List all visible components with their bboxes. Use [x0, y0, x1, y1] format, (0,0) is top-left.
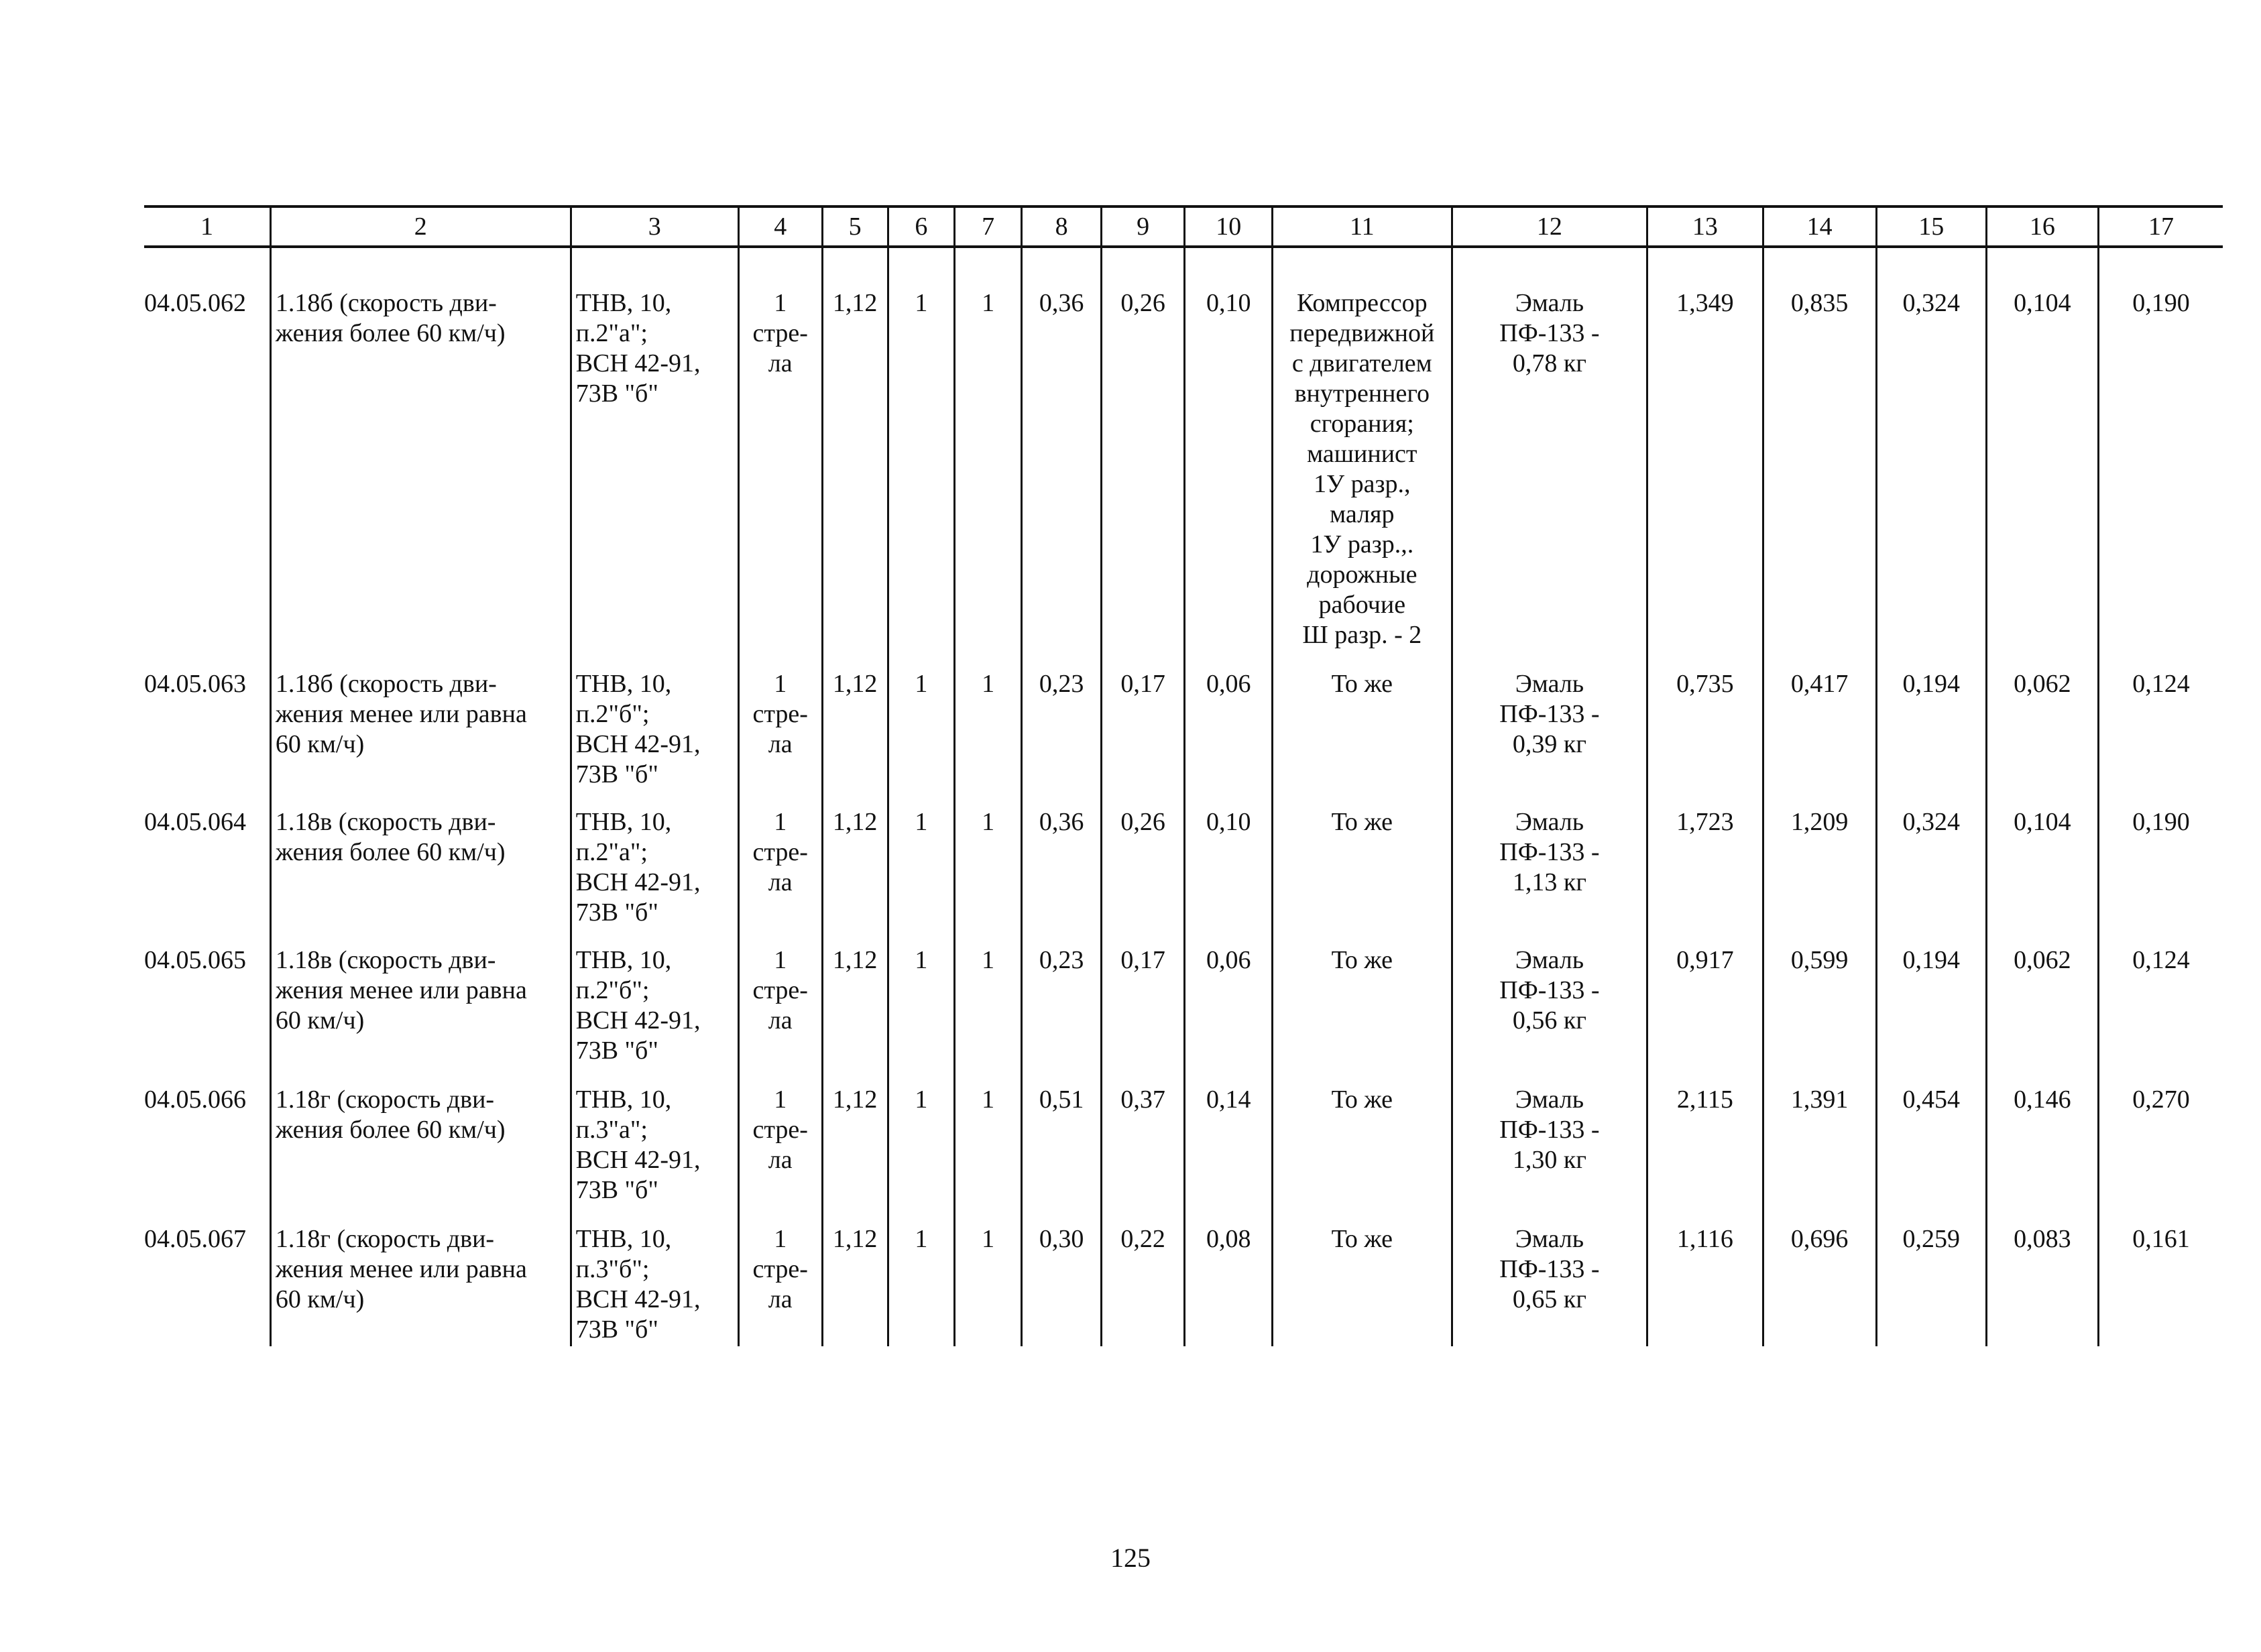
cell-col16: 0,083 — [1986, 1219, 2098, 1346]
cell-col5: 1,12 — [822, 1079, 888, 1219]
column-header: 14 — [1763, 206, 1876, 247]
cell-col16: 0,062 — [1986, 940, 2098, 1079]
cell-col15: 0,194 — [1876, 940, 1986, 1079]
cell-col16: 0,062 — [1986, 664, 2098, 802]
cell-col8: 0,36 — [1022, 247, 1102, 664]
cell-resources: То же — [1273, 940, 1452, 1079]
column-header: 16 — [1986, 206, 2098, 247]
cell-col13: 2,115 — [1647, 1079, 1763, 1219]
cell-resources: То же — [1273, 664, 1452, 802]
table-row — [144, 802, 2223, 940]
cell-unit: 1 стре- ла — [738, 247, 822, 664]
table-row — [144, 664, 2223, 802]
cell-unit: 1 стре- ла — [738, 1079, 822, 1219]
cell-reference: ТНВ, 10, п.3"а"; ВСН 42-91, 73В "б" — [571, 1079, 738, 1219]
cell-col9: 0,26 — [1101, 802, 1185, 940]
cell-col5: 1,12 — [822, 247, 888, 664]
cell-resources: То же — [1273, 802, 1452, 940]
cell-col15: 0,194 — [1876, 664, 1986, 802]
cell-col9: 0,17 — [1101, 940, 1185, 1079]
cell-col17: 0,124 — [2098, 940, 2223, 1079]
page-number: 125 — [1110, 1543, 1151, 1573]
cell-reference: ТНВ, 10, п.3"б"; ВСН 42-91, 73В "б" — [571, 1219, 738, 1346]
cell-col8: 0,30 — [1022, 1219, 1102, 1346]
cell-unit: 1 стре- ла — [738, 940, 822, 1079]
cell-col9: 0,26 — [1101, 247, 1185, 664]
cell-reference: ТНВ, 10, п.2"б"; ВСН 42-91, 73В "б" — [571, 940, 738, 1079]
cell-name: 1.18б (скорость дви- жения более 60 км/ч) — [270, 247, 571, 664]
cell-col13: 1,723 — [1647, 802, 1763, 940]
cell-col10: 0,10 — [1185, 802, 1273, 940]
cell-code: 04.05.065 — [144, 940, 270, 1079]
cell-materials: Эмаль ПФ-133 - 1,13 кг — [1452, 802, 1647, 940]
cell-col6: 1 — [888, 1219, 954, 1346]
cell-col6: 1 — [888, 1079, 954, 1219]
cell-col10: 0,14 — [1185, 1079, 1273, 1219]
cell-col13: 0,917 — [1647, 940, 1763, 1079]
cell-col15: 0,454 — [1876, 1079, 1986, 1219]
cell-col16: 0,146 — [1986, 1079, 2098, 1219]
cell-col17: 0,270 — [2098, 1079, 2223, 1219]
column-header: 17 — [2098, 206, 2223, 247]
column-header: 10 — [1185, 206, 1273, 247]
column-header: 15 — [1876, 206, 1986, 247]
cell-col17: 0,161 — [2098, 1219, 2223, 1346]
column-header: 12 — [1452, 206, 1647, 247]
cell-col16: 0,104 — [1986, 802, 2098, 940]
cell-col10: 0,06 — [1185, 664, 1273, 802]
cell-name: 1.18г (скорость дви- жения менее или равна 60 км/ч) — [270, 1219, 571, 1346]
cell-col15: 0,259 — [1876, 1219, 1986, 1346]
header-row — [144, 206, 2223, 247]
column-header: 1 — [144, 206, 270, 247]
column-header: 11 — [1273, 206, 1452, 247]
cell-unit: 1 стре- ла — [738, 664, 822, 802]
cell-name: 1.18г (скорость дви- жения более 60 км/ч) — [270, 1079, 571, 1219]
cell-code: 04.05.062 — [144, 247, 270, 664]
cell-col14: 0,599 — [1763, 940, 1876, 1079]
cell-col10: 0,08 — [1185, 1219, 1273, 1346]
cell-reference: ТНВ, 10, п.2"а"; ВСН 42-91, 73В "б" — [571, 247, 738, 664]
cell-name: 1.18в (скорость дви- жения менее или равна 60 км/ч) — [270, 940, 571, 1079]
cell-reference: ТНВ, 10, п.2"б"; ВСН 42-91, 73В "б" — [571, 664, 738, 802]
column-header: 6 — [888, 206, 954, 247]
table-row — [144, 940, 2223, 1079]
column-header: 3 — [571, 206, 738, 247]
table-body — [144, 247, 2223, 1346]
table-header — [144, 206, 2223, 247]
cell-col7: 1 — [955, 247, 1022, 664]
column-header: 5 — [822, 206, 888, 247]
column-header: 2 — [270, 206, 571, 247]
cell-col7: 1 — [955, 940, 1022, 1079]
cell-col9: 0,37 — [1101, 1079, 1185, 1219]
cell-col8: 0,23 — [1022, 664, 1102, 802]
cell-col13: 1,349 — [1647, 247, 1763, 664]
cell-name: 1.18б (скорость дви- жения менее или равна 60 км/ч) — [270, 664, 571, 802]
cell-col7: 1 — [955, 1079, 1022, 1219]
cell-resources: Компрессор передвижной с двигателем внутреннего сгорания; машинист 1У разр., маляр 1У разр.,. дорожные рабочие Ш разр. - 2 — [1273, 247, 1452, 664]
cell-materials: Эмаль ПФ-133 - 1,30 кг — [1452, 1079, 1647, 1219]
cell-reference: ТНВ, 10, п.2"а"; ВСН 42-91, 73В "б" — [571, 802, 738, 940]
cell-col14: 0,835 — [1763, 247, 1876, 664]
cell-col9: 0,17 — [1101, 664, 1185, 802]
cell-materials: Эмаль ПФ-133 - 0,78 кг — [1452, 247, 1647, 664]
norms-table — [144, 205, 2223, 1346]
column-header: 7 — [955, 206, 1022, 247]
cell-col15: 0,324 — [1876, 802, 1986, 940]
cell-code: 04.05.067 — [144, 1219, 270, 1346]
column-header: 8 — [1022, 206, 1102, 247]
cell-col6: 1 — [888, 802, 954, 940]
cell-col17: 0,190 — [2098, 802, 2223, 940]
column-header: 9 — [1101, 206, 1185, 247]
table-row — [144, 1079, 2223, 1219]
cell-col5: 1,12 — [822, 664, 888, 802]
cell-col5: 1,12 — [822, 940, 888, 1079]
table-row — [144, 1219, 2223, 1346]
column-header: 4 — [738, 206, 822, 247]
cell-col17: 0,190 — [2098, 247, 2223, 664]
cell-col6: 1 — [888, 664, 954, 802]
cell-resources: То же — [1273, 1079, 1452, 1219]
table-row — [144, 247, 2223, 664]
cell-col7: 1 — [955, 1219, 1022, 1346]
cell-col13: 0,735 — [1647, 664, 1763, 802]
cell-code: 04.05.064 — [144, 802, 270, 940]
cell-col10: 0,06 — [1185, 940, 1273, 1079]
column-header: 13 — [1647, 206, 1763, 247]
cell-col7: 1 — [955, 802, 1022, 940]
cell-col5: 1,12 — [822, 802, 888, 940]
cell-resources: То же — [1273, 1219, 1452, 1346]
cell-materials: Эмаль ПФ-133 - 0,56 кг — [1452, 940, 1647, 1079]
cell-unit: 1 стре- ла — [738, 802, 822, 940]
cell-col7: 1 — [955, 664, 1022, 802]
cell-col10: 0,10 — [1185, 247, 1273, 664]
cell-col8: 0,36 — [1022, 802, 1102, 940]
cell-materials: Эмаль ПФ-133 - 0,39 кг — [1452, 664, 1647, 802]
cell-col8: 0,51 — [1022, 1079, 1102, 1219]
cell-col16: 0,104 — [1986, 247, 2098, 664]
cell-col6: 1 — [888, 940, 954, 1079]
cell-col8: 0,23 — [1022, 940, 1102, 1079]
cell-col14: 1,391 — [1763, 1079, 1876, 1219]
cell-col14: 0,417 — [1763, 664, 1876, 802]
cell-col9: 0,22 — [1101, 1219, 1185, 1346]
cell-materials: Эмаль ПФ-133 - 0,65 кг — [1452, 1219, 1647, 1346]
cell-code: 04.05.066 — [144, 1079, 270, 1219]
cell-col17: 0,124 — [2098, 664, 2223, 802]
cell-col5: 1,12 — [822, 1219, 888, 1346]
cell-code: 04.05.063 — [144, 664, 270, 802]
cell-unit: 1 стре- ла — [738, 1219, 822, 1346]
cell-name: 1.18в (скорость дви- жения более 60 км/ч) — [270, 802, 571, 940]
cell-col6: 1 — [888, 247, 954, 664]
cell-col13: 1,116 — [1647, 1219, 1763, 1346]
cell-col14: 1,209 — [1763, 802, 1876, 940]
cell-col15: 0,324 — [1876, 247, 1986, 664]
cell-col14: 0,696 — [1763, 1219, 1876, 1346]
